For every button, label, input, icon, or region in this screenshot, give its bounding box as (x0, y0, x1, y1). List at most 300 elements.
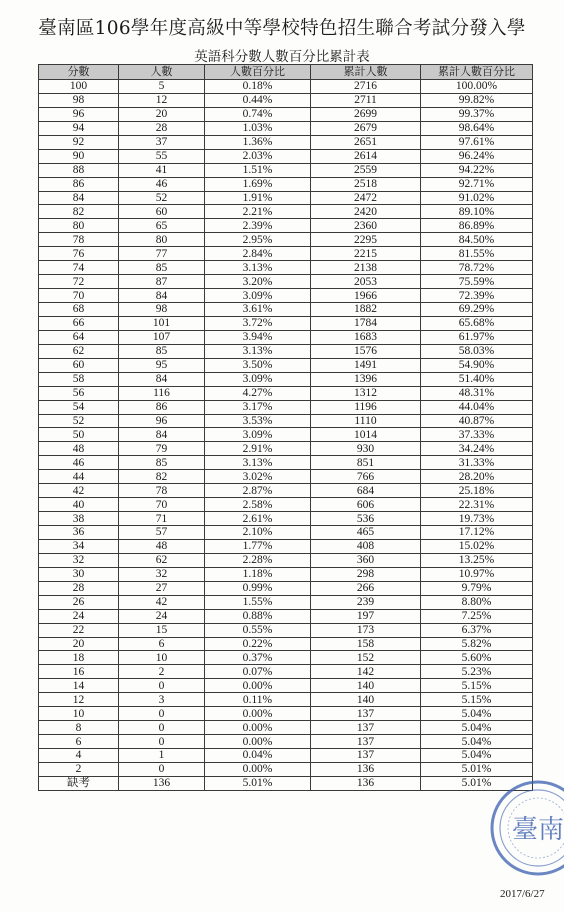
cell-score: 66 (39, 316, 119, 330)
cell-percent: 0.00% (205, 707, 311, 721)
cell-percent: 2.61% (205, 512, 311, 526)
cell-percent: 1.36% (205, 135, 311, 149)
cell-score: 88 (39, 163, 119, 177)
header-count: 人數 (119, 65, 205, 80)
table-row (39, 735, 533, 749)
cell-percent: 2.95% (205, 233, 311, 247)
cell-score: 70 (39, 289, 119, 303)
table-row (39, 567, 533, 581)
cell-cumulative-count: 137 (311, 735, 421, 749)
cell-cumulative-percent: 100.00% (421, 80, 533, 94)
cell-cumulative-count: 142 (311, 665, 421, 679)
cell-percent: 0.44% (205, 93, 311, 107)
table-row (39, 721, 533, 735)
cell-score: 38 (39, 512, 119, 526)
cell-percent: 3.13% (205, 344, 311, 358)
table-row (39, 693, 533, 707)
cell-score: 8 (39, 721, 119, 735)
table-row (39, 386, 533, 400)
cell-score: 48 (39, 442, 119, 456)
table-row (39, 581, 533, 595)
cell-percent: 0.00% (205, 679, 311, 693)
cell-percent: 2.10% (205, 526, 311, 540)
cell-count: 28 (119, 121, 205, 135)
cell-cumulative-percent: 22.31% (421, 498, 533, 512)
cell-cumulative-count: 408 (311, 539, 421, 553)
cell-percent: 5.01% (205, 776, 311, 790)
cell-percent: 0.22% (205, 637, 311, 651)
table-row (39, 107, 533, 121)
cell-score: 90 (39, 149, 119, 163)
cell-cumulative-count: 851 (311, 456, 421, 470)
cell-count: 48 (119, 539, 205, 553)
cell-cumulative-count: 2360 (311, 219, 421, 233)
cell-cumulative-count: 197 (311, 609, 421, 623)
document-subtitle: 英語科分數人數百分比累計表 (194, 49, 370, 65)
cell-cumulative-percent: 7.25% (421, 609, 533, 623)
cell-count: 0 (119, 679, 205, 693)
table-row (39, 512, 533, 526)
cell-count: 96 (119, 414, 205, 428)
cell-cumulative-count: 158 (311, 637, 421, 651)
cell-score: 92 (39, 135, 119, 149)
cell-percent: 0.99% (205, 581, 311, 595)
cell-cumulative-count: 2295 (311, 233, 421, 247)
cell-cumulative-percent: 97.61% (421, 135, 533, 149)
cell-count: 85 (119, 456, 205, 470)
cell-percent: 2.58% (205, 498, 311, 512)
cell-count: 55 (119, 149, 205, 163)
cell-cumulative-percent: 37.33% (421, 428, 533, 442)
cell-count: 85 (119, 261, 205, 275)
cell-percent: 0.00% (205, 721, 311, 735)
cell-cumulative-count: 2679 (311, 121, 421, 135)
cell-percent: 1.69% (205, 177, 311, 191)
cell-percent: 0.11% (205, 693, 311, 707)
cell-score: 缺考 (39, 776, 119, 790)
cell-cumulative-count: 152 (311, 651, 421, 665)
cell-percent: 1.91% (205, 191, 311, 205)
cell-count: 82 (119, 470, 205, 484)
cell-count: 71 (119, 512, 205, 526)
table-row (39, 442, 533, 456)
cell-score: 76 (39, 247, 119, 261)
cell-cumulative-count: 137 (311, 721, 421, 735)
cell-count: 84 (119, 289, 205, 303)
table-row (39, 358, 533, 372)
cell-score: 36 (39, 526, 119, 540)
cell-score: 46 (39, 456, 119, 470)
cell-score: 60 (39, 358, 119, 372)
cell-cumulative-count: 2716 (311, 80, 421, 94)
cell-cumulative-count: 2420 (311, 205, 421, 219)
table-row (39, 553, 533, 567)
cell-cumulative-count: 606 (311, 498, 421, 512)
table-row (39, 484, 533, 498)
cell-cumulative-count: 1966 (311, 289, 421, 303)
table-row (39, 776, 533, 790)
cell-count: 85 (119, 344, 205, 358)
cell-cumulative-count: 2651 (311, 135, 421, 149)
cell-cumulative-count: 2138 (311, 261, 421, 275)
cell-cumulative-percent: 31.33% (421, 456, 533, 470)
cell-percent: 3.02% (205, 470, 311, 484)
cell-cumulative-percent: 65.68% (421, 316, 533, 330)
table-row (39, 609, 533, 623)
cell-cumulative-percent: 89.10% (421, 205, 533, 219)
cell-score: 6 (39, 735, 119, 749)
table-header-row (39, 65, 533, 80)
cell-cumulative-count: 1882 (311, 303, 421, 317)
cell-cumulative-count: 1312 (311, 386, 421, 400)
table-row (39, 93, 533, 107)
cell-percent: 0.00% (205, 762, 311, 776)
cell-cumulative-percent: 6.37% (421, 623, 533, 637)
cell-score: 74 (39, 261, 119, 275)
cell-cumulative-percent: 5.04% (421, 721, 533, 735)
cell-percent: 3.53% (205, 414, 311, 428)
table-row (39, 749, 533, 763)
table-row (39, 372, 533, 386)
cell-percent: 3.61% (205, 303, 311, 317)
cell-score: 98 (39, 93, 119, 107)
cell-score: 72 (39, 275, 119, 289)
cell-cumulative-count: 2472 (311, 191, 421, 205)
cell-cumulative-count: 930 (311, 442, 421, 456)
cell-cumulative-percent: 5.01% (421, 776, 533, 790)
cell-count: 79 (119, 442, 205, 456)
cell-cumulative-percent: 40.87% (421, 414, 533, 428)
table-row (39, 303, 533, 317)
cell-cumulative-percent: 10.97% (421, 567, 533, 581)
score-table (38, 64, 533, 791)
cell-cumulative-count: 266 (311, 581, 421, 595)
cell-score: 86 (39, 177, 119, 191)
cell-count: 57 (119, 526, 205, 540)
cell-cumulative-count: 239 (311, 595, 421, 609)
cell-cumulative-percent: 5.60% (421, 651, 533, 665)
cell-count: 98 (119, 303, 205, 317)
cell-score: 94 (39, 121, 119, 135)
cell-cumulative-count: 536 (311, 512, 421, 526)
stamp-date: 2017/6/27 (500, 888, 545, 900)
cell-count: 0 (119, 721, 205, 735)
table-row (39, 707, 533, 721)
official-seal-stamp (488, 778, 564, 878)
table-row (39, 233, 533, 247)
cell-score: 26 (39, 595, 119, 609)
table-row (39, 135, 533, 149)
cell-percent: 0.18% (205, 80, 311, 94)
cell-score: 82 (39, 205, 119, 219)
cell-percent: 2.91% (205, 442, 311, 456)
cell-percent: 1.55% (205, 595, 311, 609)
cell-cumulative-percent: 5.04% (421, 707, 533, 721)
cell-score: 68 (39, 303, 119, 317)
table-row (39, 163, 533, 177)
cell-score: 78 (39, 233, 119, 247)
cell-cumulative-count: 684 (311, 484, 421, 498)
cell-count: 6 (119, 637, 205, 651)
cell-count: 77 (119, 247, 205, 261)
cell-cumulative-count: 173 (311, 623, 421, 637)
cell-cumulative-count: 2559 (311, 163, 421, 177)
cell-score: 80 (39, 219, 119, 233)
header-score: 分數 (39, 65, 119, 80)
cell-percent: 0.88% (205, 609, 311, 623)
table-row (39, 595, 533, 609)
cell-score: 12 (39, 693, 119, 707)
table-row (39, 498, 533, 512)
cell-count: 136 (119, 776, 205, 790)
cell-percent: 3.72% (205, 316, 311, 330)
cell-percent: 2.21% (205, 205, 311, 219)
cell-cumulative-percent: 99.82% (421, 93, 533, 107)
cell-percent: 0.55% (205, 623, 311, 637)
table-row (39, 414, 533, 428)
table-row (39, 456, 533, 470)
table-row (39, 665, 533, 679)
cell-cumulative-count: 136 (311, 776, 421, 790)
cell-score: 24 (39, 609, 119, 623)
cell-score: 40 (39, 498, 119, 512)
cell-count: 107 (119, 330, 205, 344)
cell-cumulative-count: 360 (311, 553, 421, 567)
cell-score: 18 (39, 651, 119, 665)
cell-cumulative-percent: 99.37% (421, 107, 533, 121)
cell-cumulative-count: 1110 (311, 414, 421, 428)
seal-text: 臺南 (511, 815, 564, 845)
cell-count: 60 (119, 205, 205, 219)
cell-cumulative-percent: 84.50% (421, 233, 533, 247)
table-row (39, 623, 533, 637)
table-row (39, 316, 533, 330)
cell-percent: 1.03% (205, 121, 311, 135)
table-row (39, 247, 533, 261)
table-row (39, 191, 533, 205)
cell-cumulative-count: 2699 (311, 107, 421, 121)
cell-score: 34 (39, 539, 119, 553)
table-row (39, 80, 533, 94)
cell-cumulative-count: 1784 (311, 316, 421, 330)
cell-count: 1 (119, 749, 205, 763)
cell-score: 32 (39, 553, 119, 567)
cell-percent: 0.74% (205, 107, 311, 121)
cell-count: 84 (119, 428, 205, 442)
cell-cumulative-count: 136 (311, 762, 421, 776)
cell-cumulative-count: 766 (311, 470, 421, 484)
cell-cumulative-count: 137 (311, 707, 421, 721)
cell-count: 0 (119, 707, 205, 721)
table-row (39, 526, 533, 540)
cell-score: 16 (39, 665, 119, 679)
table-row (39, 762, 533, 776)
cell-score: 58 (39, 372, 119, 386)
cell-score: 10 (39, 707, 119, 721)
cell-cumulative-count: 1396 (311, 372, 421, 386)
cell-cumulative-percent: 13.25% (421, 553, 533, 567)
cell-score: 56 (39, 386, 119, 400)
cell-cumulative-count: 140 (311, 693, 421, 707)
cell-cumulative-count: 140 (311, 679, 421, 693)
cell-cumulative-percent: 94.22% (421, 163, 533, 177)
cell-percent: 2.03% (205, 149, 311, 163)
cell-percent: 3.13% (205, 456, 311, 470)
cell-cumulative-percent: 98.64% (421, 121, 533, 135)
cell-percent: 2.84% (205, 247, 311, 261)
cell-count: 52 (119, 191, 205, 205)
cell-cumulative-count: 298 (311, 567, 421, 581)
cell-cumulative-percent: 58.03% (421, 344, 533, 358)
cell-percent: 1.77% (205, 539, 311, 553)
cell-score: 50 (39, 428, 119, 442)
header-percent: 人數百分比 (205, 65, 311, 80)
cell-cumulative-percent: 5.23% (421, 665, 533, 679)
header-cumulative-percent: 累計人數百分比 (421, 65, 533, 80)
table-row (39, 261, 533, 275)
cell-percent: 2.87% (205, 484, 311, 498)
cell-cumulative-percent: 51.40% (421, 372, 533, 386)
cell-cumulative-count: 2518 (311, 177, 421, 191)
cell-cumulative-percent: 5.15% (421, 693, 533, 707)
cell-count: 5 (119, 80, 205, 94)
cell-percent: 3.17% (205, 400, 311, 414)
table-row (39, 637, 533, 651)
cell-cumulative-percent: 44.04% (421, 400, 533, 414)
cell-score: 52 (39, 414, 119, 428)
cell-percent: 1.51% (205, 163, 311, 177)
cell-count: 116 (119, 386, 205, 400)
cell-cumulative-percent: 78.72% (421, 261, 533, 275)
cell-cumulative-percent: 5.82% (421, 637, 533, 651)
cell-percent: 0.37% (205, 651, 311, 665)
cell-count: 70 (119, 498, 205, 512)
cell-percent: 3.20% (205, 275, 311, 289)
cell-cumulative-count: 1576 (311, 344, 421, 358)
cell-score: 2 (39, 762, 119, 776)
cell-score: 14 (39, 679, 119, 693)
cell-count: 62 (119, 553, 205, 567)
cell-cumulative-percent: 81.55% (421, 247, 533, 261)
table-row (39, 149, 533, 163)
cell-percent: 3.09% (205, 289, 311, 303)
cell-count: 3 (119, 693, 205, 707)
cell-count: 24 (119, 609, 205, 623)
cell-cumulative-percent: 48.31% (421, 386, 533, 400)
cell-score: 28 (39, 581, 119, 595)
cell-percent: 1.18% (205, 567, 311, 581)
cell-score: 30 (39, 567, 119, 581)
cell-score: 44 (39, 470, 119, 484)
cell-cumulative-percent: 86.89% (421, 219, 533, 233)
table-body (39, 80, 533, 791)
table-row (39, 470, 533, 484)
cell-score: 42 (39, 484, 119, 498)
cell-score: 100 (39, 80, 119, 94)
cell-count: 0 (119, 735, 205, 749)
cell-cumulative-count: 1014 (311, 428, 421, 442)
cell-count: 32 (119, 567, 205, 581)
cell-count: 78 (119, 484, 205, 498)
cell-cumulative-percent: 54.90% (421, 358, 533, 372)
table-row (39, 289, 533, 303)
cell-cumulative-percent: 9.79% (421, 581, 533, 595)
cell-count: 20 (119, 107, 205, 121)
cell-percent: 4.27% (205, 386, 311, 400)
cell-count: 46 (119, 177, 205, 191)
cell-cumulative-count: 2053 (311, 275, 421, 289)
table-row (39, 344, 533, 358)
cell-cumulative-percent: 69.29% (421, 303, 533, 317)
cell-count: 87 (119, 275, 205, 289)
cell-percent: 0.00% (205, 735, 311, 749)
cell-count: 42 (119, 595, 205, 609)
cell-score: 20 (39, 637, 119, 651)
cell-cumulative-count: 465 (311, 526, 421, 540)
cell-cumulative-percent: 19.73% (421, 512, 533, 526)
table-row (39, 177, 533, 191)
cell-score: 96 (39, 107, 119, 121)
cell-percent: 3.09% (205, 372, 311, 386)
table-row (39, 428, 533, 442)
cell-percent: 0.07% (205, 665, 311, 679)
cell-cumulative-count: 2711 (311, 93, 421, 107)
cell-percent: 2.39% (205, 219, 311, 233)
header-cumulative-count: 累計人數 (311, 65, 421, 80)
cell-count: 10 (119, 651, 205, 665)
cell-count: 80 (119, 233, 205, 247)
cell-cumulative-percent: 34.24% (421, 442, 533, 456)
cell-count: 27 (119, 581, 205, 595)
cell-cumulative-percent: 15.02% (421, 539, 533, 553)
cell-count: 15 (119, 623, 205, 637)
cell-cumulative-percent: 91.02% (421, 191, 533, 205)
cell-cumulative-percent: 5.01% (421, 762, 533, 776)
cell-count: 2 (119, 665, 205, 679)
cell-cumulative-percent: 75.59% (421, 275, 533, 289)
table-row (39, 400, 533, 414)
table-row (39, 539, 533, 553)
cell-cumulative-percent: 72.39% (421, 289, 533, 303)
table-row (39, 121, 533, 135)
cell-cumulative-percent: 61.97% (421, 330, 533, 344)
cell-count: 65 (119, 219, 205, 233)
cell-percent: 3.13% (205, 261, 311, 275)
cell-cumulative-count: 1491 (311, 358, 421, 372)
cell-count: 12 (119, 93, 205, 107)
cell-cumulative-percent: 5.15% (421, 679, 533, 693)
table-row (39, 205, 533, 219)
cell-score: 62 (39, 344, 119, 358)
cell-score: 54 (39, 400, 119, 414)
table-row (39, 679, 533, 693)
cell-cumulative-percent: 25.18% (421, 484, 533, 498)
cell-count: 86 (119, 400, 205, 414)
cell-score: 84 (39, 191, 119, 205)
cell-cumulative-count: 2215 (311, 247, 421, 261)
table-row (39, 219, 533, 233)
cell-cumulative-percent: 5.04% (421, 749, 533, 763)
cell-percent: 3.50% (205, 358, 311, 372)
cell-count: 101 (119, 316, 205, 330)
cell-cumulative-count: 137 (311, 749, 421, 763)
table-row (39, 651, 533, 665)
cell-cumulative-count: 1683 (311, 330, 421, 344)
document-title: 臺南區106學年度高級中等學校特色招生聯合考試分發入學 (38, 18, 526, 39)
cell-percent: 2.28% (205, 553, 311, 567)
cell-cumulative-count: 1196 (311, 400, 421, 414)
cell-count: 95 (119, 358, 205, 372)
